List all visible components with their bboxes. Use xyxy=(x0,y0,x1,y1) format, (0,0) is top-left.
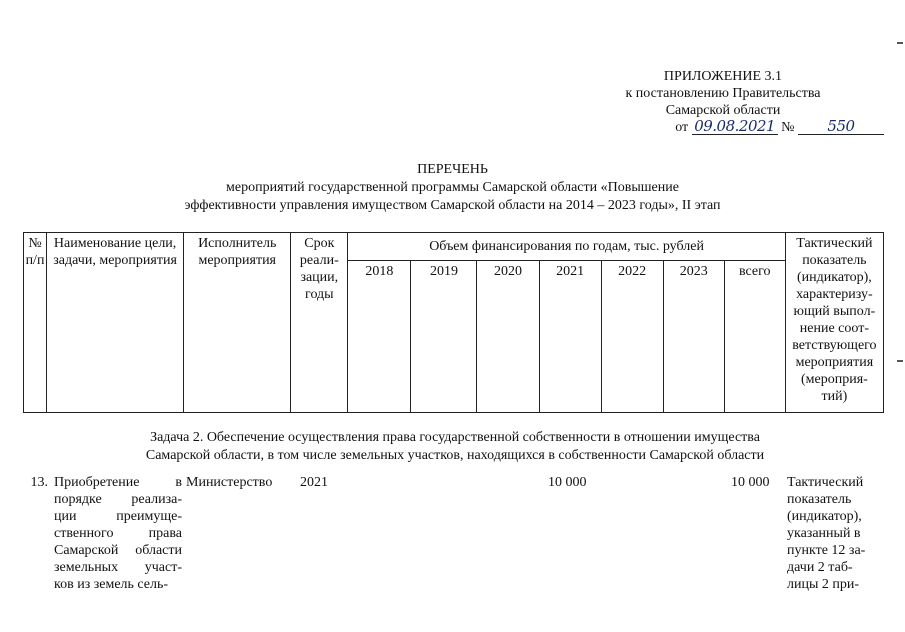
row13-name-line: порядке реализа- xyxy=(54,492,182,507)
header-executor: Исполнитель мероприятия xyxy=(184,233,291,413)
row13-indicator-line: указанный в xyxy=(787,526,861,541)
row13-value-2021: 10 000 xyxy=(548,475,587,490)
date-prefix: от xyxy=(675,120,689,135)
row13-name-line: ков из земель сель- xyxy=(54,577,169,592)
row13-indicator-line: пункте 12 за- xyxy=(787,543,866,558)
row13-name-line: Приобретение в xyxy=(54,475,182,490)
row13-term: 2021 xyxy=(300,475,328,490)
row13-name-line: ственного права xyxy=(54,526,182,541)
number-value: 550 xyxy=(798,119,884,135)
header-term: Срок реали- зации, годы xyxy=(291,233,348,413)
header-indicator: Тактический показатель (индикатор), характеризу- ющий выпол- нение соот- ветствующего мероприятия (мероприя- тий) xyxy=(785,233,883,413)
row13-total: 10 000 xyxy=(731,475,770,490)
task-caption xyxy=(60,429,850,465)
scan-margin-mark xyxy=(897,360,903,362)
row13-indicator-line: лицы 2 при- xyxy=(787,577,860,592)
header-name: Наименование цели, задачи, мероприятия xyxy=(47,233,184,413)
appendix-block xyxy=(560,68,886,136)
heading-title: ПЕРЕЧЕНЬ xyxy=(417,162,488,177)
appendix-reference: к постановлению Правительства xyxy=(625,86,821,101)
document-heading xyxy=(150,161,755,215)
header-num: № п/п xyxy=(24,233,47,413)
row13-name xyxy=(54,474,182,593)
header-year-2022: 2022 xyxy=(601,261,663,413)
row13-name-line: Самарской области xyxy=(54,543,182,558)
number-prefix: № xyxy=(781,120,795,135)
header-year-2021: 2021 xyxy=(539,261,601,413)
appendix-region: Самарской области xyxy=(665,103,781,118)
heading-line-2: эффективности управления имуществом Самарской области на 2014 – 2023 годы», II этап xyxy=(184,198,721,213)
task-line-2: Самарской области, в том числе земельных участков, находящихся в собственности Самарской области xyxy=(145,448,765,463)
row13-name-line: земельных участ- xyxy=(54,560,182,575)
header-funding: Объем финансирования по годам, тыс. рублей xyxy=(348,233,785,261)
appendix-title: ПРИЛОЖЕНИЕ 3.1 xyxy=(663,69,783,84)
header-total: всего xyxy=(724,261,785,413)
row13-indicator xyxy=(787,474,881,593)
header-year-2018: 2018 xyxy=(348,261,411,413)
header-table xyxy=(23,232,884,413)
date-value: 09.08.2021 xyxy=(692,119,778,135)
header-year-2020: 2020 xyxy=(477,261,539,413)
row13-name-line: ции преимуще- xyxy=(54,509,182,524)
appendix-date-line xyxy=(560,119,886,136)
header-year-2019: 2019 xyxy=(411,261,477,413)
row13-indicator-line: Тактический xyxy=(787,475,864,490)
heading-line-1: мероприятий государственной программы Самарской области «Повышение xyxy=(226,180,679,195)
row13-indicator-line: показатель xyxy=(787,492,852,507)
row13-indicator-line: (индикатор), xyxy=(787,509,862,524)
row13-executor: Министерство xyxy=(186,475,273,490)
header-year-2023: 2023 xyxy=(663,261,724,413)
row13-indicator-line: дачи 2 таб- xyxy=(787,560,853,575)
task-line-1: Задача 2. Обеспечение осуществления права государственной собственности в отношении имущества xyxy=(150,430,760,445)
scan-margin-mark xyxy=(897,42,903,44)
row13-number: 13. xyxy=(30,475,48,490)
